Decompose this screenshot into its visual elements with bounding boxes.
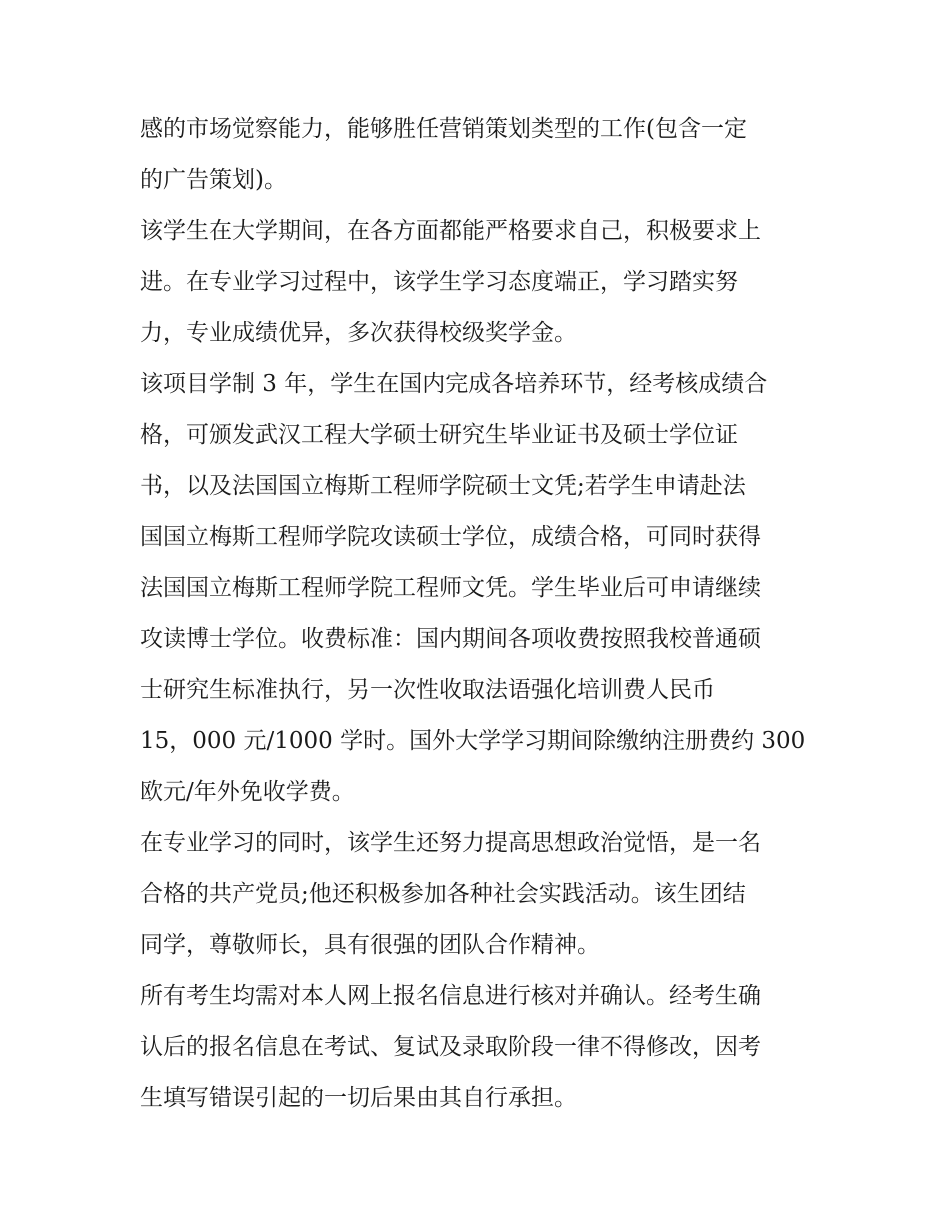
paragraph-2	[140, 206, 820, 359]
paragraph-3	[140, 359, 820, 818]
paragraph-4	[140, 818, 820, 971]
paragraph-5	[140, 971, 820, 1124]
document-body	[140, 104, 820, 1124]
text-line: 生填写错误引起的一切后果由其自行承担。	[140, 1085, 577, 1111]
text-line: 进。在专业学习过程中，该学生学习态度端正，学习踏实努	[140, 269, 738, 295]
text-line: 认后的报名信息在考试、复试及录取阶段一律不得修改，因考	[140, 1034, 761, 1060]
text-line: 国国立梅斯工程师学院攻读硕士学位，成绩合格，可同时获得	[140, 524, 761, 550]
paragraph-1	[140, 104, 820, 206]
text-line: 攻读博士学位。收费标准：国内期间各项收费按照我校普通硕	[140, 626, 761, 652]
text-line: 15，000 元/1000 学时。国外大学学习期间除缴纳注册费约 300	[140, 728, 806, 754]
text-line: 士研究生标准执行，另一次性收取法语强化培训费人民币	[140, 677, 715, 703]
text-line: 该学生在大学期间，在各方面都能严格要求自己，积极要求上	[140, 218, 761, 244]
text-line: 感的市场觉察能力，能够胜任营销策划类型的工作(包含一定	[140, 116, 747, 142]
text-line: 在专业学习的同时，该学生还努力提高思想政治觉悟，是一名	[140, 830, 761, 856]
text-line: 合格的共产党员;他还积极参加各种社会实践活动。该生团结	[140, 881, 746, 907]
text-line: 同学，尊敬师长，具有很强的团队合作精神。	[140, 932, 600, 958]
text-line: 所有考生均需对本人网上报名信息进行核对并确认。经考生确	[140, 983, 761, 1009]
text-line: 书，以及法国国立梅斯工程师学院硕士文凭;若学生申请赴法	[140, 473, 746, 499]
text-line: 的广告策划)。	[140, 167, 287, 193]
text-line: 欧元/年外免收学费。	[140, 779, 355, 805]
text-line: 法国国立梅斯工程师学院工程师文凭。学生毕业后可申请继续	[140, 575, 761, 601]
text-line: 该项目学制 3 年，学生在国内完成各培养环节，经考核成绩合	[140, 371, 768, 397]
text-line: 格，可颁发武汉工程大学硕士研究生毕业证书及硕士学位证	[140, 422, 738, 448]
text-line: 力，专业成绩优异，多次获得校级奖学金。	[140, 320, 577, 346]
